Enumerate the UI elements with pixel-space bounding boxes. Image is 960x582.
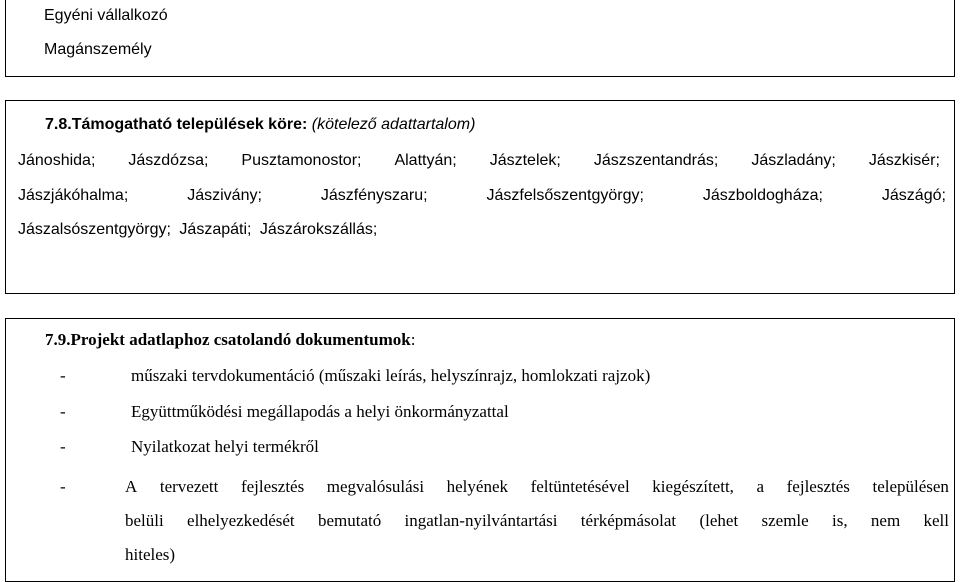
- word: fejlesztés: [786, 477, 850, 496]
- section-7-9-number: 7.9.: [45, 330, 71, 349]
- document-item: Együttműködési megállapodás a helyi önkormányzattal: [131, 402, 509, 421]
- section-7-9-box: [5, 318, 955, 582]
- section-7-8-heading: [45, 116, 475, 134]
- word: bemutató: [317, 511, 382, 530]
- settlement: Jánoshida;: [18, 152, 96, 169]
- word: a: [756, 477, 765, 496]
- settlement: Jászalsószentgyörgy;: [18, 221, 171, 238]
- document-item-line-3: hiteles): [125, 545, 176, 564]
- settlement: Jászapáti;: [179, 221, 252, 238]
- settlement: Jásztelek;: [489, 152, 561, 169]
- applicant-type-private-person: Magánszemély: [44, 41, 152, 58]
- word: elhelyezkedését: [187, 511, 295, 530]
- bullet-dash: -: [60, 477, 66, 496]
- bullet-dash: -: [60, 437, 66, 456]
- settlement: Jászágó;: [881, 187, 946, 204]
- word: ingatlan-nyilvántartási: [404, 511, 558, 530]
- document-item: műszaki tervdokumentáció (műszaki leírás, helyszínrajz, homlokzati rajzok): [131, 366, 651, 385]
- word: nem: [870, 511, 901, 530]
- section-7-9-title: Projekt adatlaphoz csatolandó dokumentumok: [70, 330, 411, 349]
- applicant-type-box: [5, 0, 955, 77]
- settlement: Jászdózsa;: [128, 152, 209, 169]
- word: A: [125, 477, 138, 496]
- settlement: Jászfényszaru;: [320, 187, 428, 204]
- settlement: Jászivány;: [187, 187, 262, 204]
- word: szemle: [761, 511, 809, 530]
- settlements-row-1: [18, 152, 940, 170]
- section-7-8-box: [5, 100, 955, 294]
- settlement: Jászladány;: [751, 152, 836, 169]
- section-7-9-heading: [45, 330, 415, 350]
- applicant-type-individual-entrepreneur: Egyéni vállalkozó: [44, 7, 168, 24]
- settlement: Jászjákóhalma;: [18, 187, 129, 204]
- bullet-dash: -: [60, 366, 66, 385]
- settlement: Jászárokszállás;: [259, 221, 378, 238]
- word: kiegészített,: [652, 477, 734, 496]
- settlements-row-2: [18, 187, 946, 205]
- word: is,: [832, 511, 848, 530]
- settlement: Jászkisér;: [868, 152, 940, 169]
- bullet-dash: -: [60, 402, 66, 421]
- document-item: Nyilatkozat helyi termékről: [131, 437, 319, 456]
- word: kell: [923, 511, 949, 530]
- settlement: Jászszentandrás;: [593, 152, 719, 169]
- word: helyének: [446, 477, 508, 496]
- settlements-row-3: [18, 221, 377, 239]
- document-item-line-1: [125, 477, 949, 497]
- word: térképmásolat: [580, 511, 677, 530]
- word: településen: [872, 477, 949, 496]
- settlement: Jászfelsőszentgyörgy;: [486, 187, 644, 204]
- word: belüli: [125, 511, 164, 530]
- word: tervezett: [159, 477, 219, 496]
- word: megvalósulási: [326, 477, 425, 496]
- section-7-8-number: 7.8.: [45, 116, 72, 133]
- settlement: Jászboldogháza;: [702, 187, 823, 204]
- section-7-8-note: (kötelező adattartalom): [311, 116, 476, 133]
- document-item-line-2: [125, 511, 949, 531]
- section-7-8-title: Támogatható települések köre:: [71, 116, 308, 133]
- settlement: Pusztamonostor;: [241, 152, 362, 169]
- settlement: Alattyán;: [394, 152, 457, 169]
- word: feltüntetésével: [530, 477, 630, 496]
- word: (lehet: [699, 511, 739, 530]
- section-7-9-colon: :: [410, 330, 416, 349]
- word: fejlesztés: [240, 477, 305, 496]
